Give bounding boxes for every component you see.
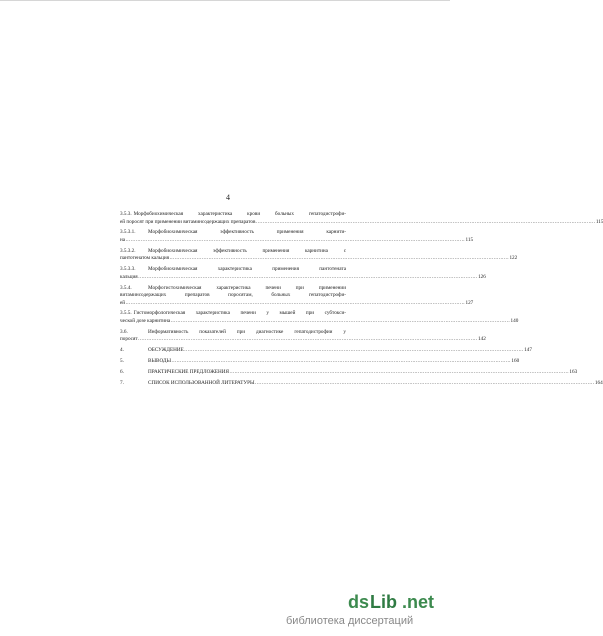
toc-entry-text: на: [120, 236, 126, 243]
toc-leader-dots: ........................................................................................................................................................................................................: [138, 336, 478, 343]
toc-entry-text: витаминсодержащих препаратов поросятам, больных гепатодистрофи-: [120, 292, 346, 299]
toc-entry-text: пантотенатом кальция: [120, 255, 170, 262]
toc-entry-text: ческой дозе карнитина: [120, 318, 171, 325]
toc-leader-dots: ........................................................................................................................................................................................................: [229, 368, 569, 375]
toc-leader-dots: ........................................................................................................................................................................................................: [255, 218, 596, 225]
toc-entry: [120, 229, 474, 244]
toc-entry-text: Морфобиохимическая эффективность применения карнитина с: [148, 247, 346, 254]
page-number: 4: [226, 193, 230, 202]
watermark-logo-lib: Lib: [370, 592, 397, 612]
toc-leader-dots: ........................................................................................................................................................................................................: [125, 299, 465, 306]
toc-entry-number: 3.5.4.: [120, 284, 132, 291]
toc-page-number: 115: [465, 236, 474, 243]
toc-entry-number: 4.: [120, 347, 124, 354]
toc-entry: [120, 211, 603, 226]
toc-entry: [120, 328, 486, 344]
toc-entry-text: ей: [120, 299, 126, 306]
toc-entry-number: 3.6.: [120, 328, 128, 335]
toc-page-number: 115: [595, 218, 603, 225]
watermark-subtitle: библиотека диссертаций: [286, 615, 414, 627]
toc-page-number: 142: [478, 336, 486, 343]
toc-entry: [120, 284, 474, 308]
toc-entry-text: Гистоморфологическая характеристика печени у мышей при субтокси-: [133, 310, 346, 317]
toc-entry-number: 7.: [120, 379, 124, 386]
toc-page-number: 122: [509, 255, 518, 262]
toc-entry-number: 3.5.5.: [120, 310, 132, 317]
toc-entry: [120, 247, 518, 263]
toc-entry-text: Морфогистохимическая характеристика печени при применении: [148, 284, 346, 291]
toc-entry-number: 3.5.3.: [120, 211, 132, 217]
toc-entry-text: Морфобиохимическая характеристика применения пантотената: [148, 266, 346, 273]
toc-entry-text: Морфобиохимическая характеристика крови больных гепатодистрофи-: [133, 211, 346, 217]
toc-leader-dots: ........................................................................................................................................................................................................: [184, 347, 524, 354]
toc-entry: [120, 379, 603, 388]
toc-leader-dots: ........................................................................................................................................................................................................: [125, 236, 465, 243]
toc-entry-number: 5.: [120, 358, 124, 364]
toc-entry-number: 6.: [120, 368, 124, 375]
toc-leader-dots: ........................................................................................................................................................................................................: [170, 318, 511, 325]
toc-entry-text: ей поросят при применении витаминсодержащих препаратов: [120, 218, 256, 225]
toc-entry-text: ОБСУЖДЕНИЕ: [148, 347, 184, 354]
toc-page-number: 163: [569, 368, 578, 375]
toc-entry: [120, 347, 532, 355]
toc-leader-dots: ........................................................................................................................................................................................................: [169, 255, 509, 262]
toc-leader-dots: ........................................................................................................................................................................................................: [171, 358, 511, 364]
dslib-watermark: [284, 592, 444, 632]
watermark-logo-ds: ds: [348, 592, 370, 612]
table-of-contents: [120, 211, 603, 390]
toc-page-number: 160: [511, 358, 520, 364]
toc-entry-number: 3.5.3.1.: [120, 229, 136, 236]
toc-page-number: 126: [478, 273, 486, 280]
toc-entry-text: СПИСОК ИСПОЛЬЗОВАННОЙ ЛИТЕРАТУРЫ: [148, 379, 255, 386]
toc-entry-text: ПРАКТИЧЕСКИЕ ПРЕДЛОЖЕНИЯ: [148, 368, 230, 375]
toc-page-number: 147: [524, 347, 532, 354]
toc-leader-dots: ........................................................................................................................................................................................................: [138, 273, 478, 280]
toc-entry-text: кальция: [120, 273, 138, 280]
watermark-logo-net: .net: [402, 592, 435, 612]
toc-entry-text: Информативность показателей при диагностике гепатодистрофии у: [148, 328, 346, 335]
toc-entry-text: поросят: [120, 336, 138, 343]
toc-entry: [120, 358, 520, 366]
toc-entry-number: 3.5.3.3.: [120, 266, 136, 273]
toc-page-number: 164: [594, 379, 603, 386]
toc-page-number: 140: [510, 318, 519, 325]
toc-entry-number: 3.5.3.2.: [120, 247, 136, 254]
toc-entry: [120, 310, 519, 325]
toc-leader-dots: ........................................................................................................................................................................................................: [255, 379, 595, 386]
toc-entry: [120, 368, 578, 377]
toc-entry-text: Морфобиохимическая эффективность применения карнити-: [148, 229, 346, 236]
scan-artifact-line: [0, 0, 450, 1]
toc-entry: [120, 266, 486, 281]
toc-page-number: 127: [465, 299, 474, 306]
toc-entry-text: ВЫВОДЫ: [148, 358, 171, 364]
